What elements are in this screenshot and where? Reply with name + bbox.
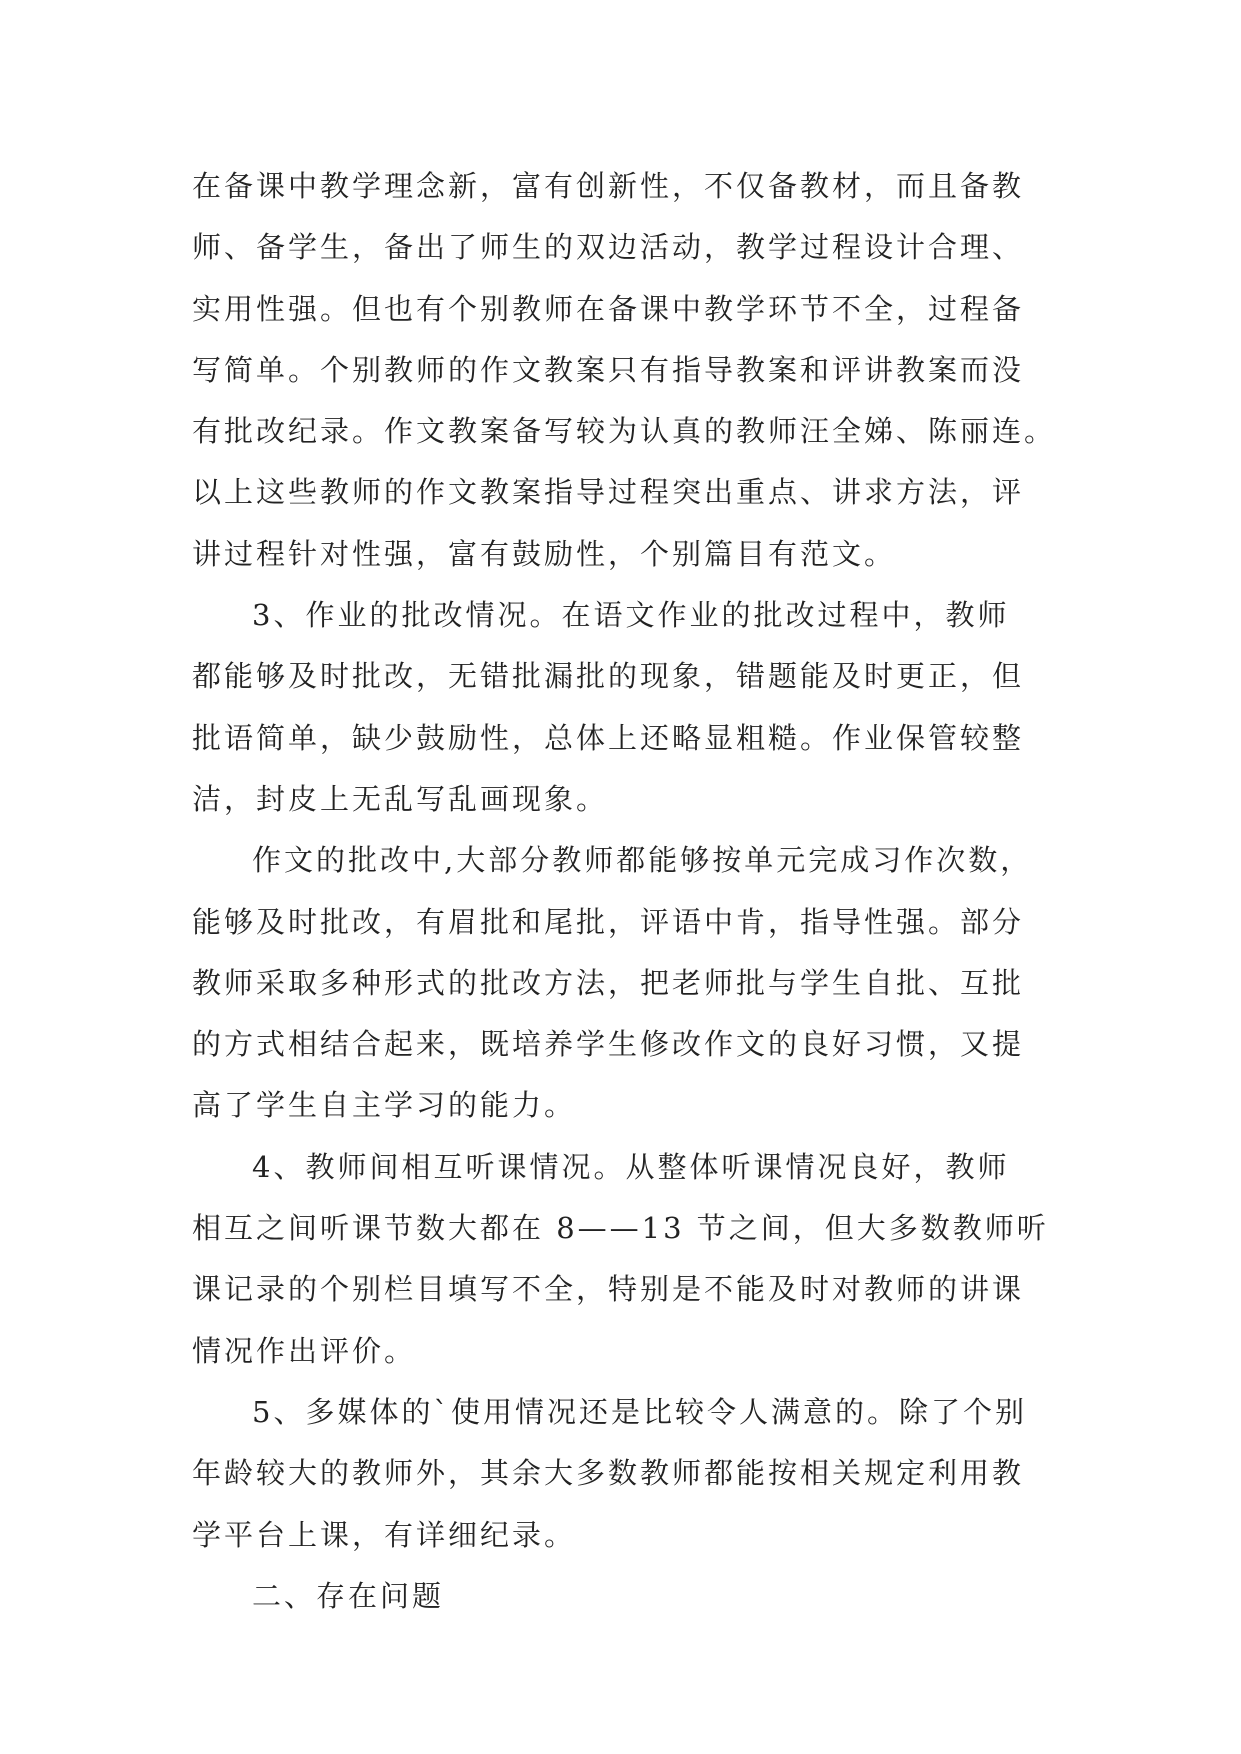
chapter-heading-line: 二、存在问题 <box>252 1578 445 1613</box>
text-line: 实用性强。但也有个别教师在备课中教学环节不全，过程备 <box>192 291 1025 326</box>
text-line: 的方式相结合起来，既培养学生修改作文的良好习惯，又提 <box>192 1027 1025 1062</box>
text-line: 高了学生自主学习的能力。 <box>192 1088 577 1123</box>
section-heading-line: 3、作业的批改情况。在语文作业的批改过程中，教师 <box>252 598 1010 633</box>
text-line: 学平台上课，有详细纪录。 <box>192 1517 577 1552</box>
text-line: 都能够及时批改，无错批漏批的现象，错题能及时更正，但 <box>192 659 1025 694</box>
text-line: 写简单。个别教师的作文教案只有指导教案和评讲教案而没 <box>192 352 1025 387</box>
text-line: 能够及时批改，有眉批和尾批，评语中肯，指导性强。部分 <box>192 904 1025 939</box>
text-line: 讲过程针对性强，富有鼓励性，个别篇目有范文。 <box>192 536 897 571</box>
text-line: 教师采取多种形式的批改方法，把老师批与学生自批、互批 <box>192 965 1025 1000</box>
text-line: 洁，封皮上无乱写乱画现象。 <box>192 781 609 816</box>
text-line: 课记录的个别栏目填写不全，特别是不能及时对教师的讲课 <box>192 1272 1025 1307</box>
text-line: 有批改纪录。作文教案备写较为认真的教师汪全娣、陈丽连。 <box>192 414 1057 449</box>
text-line: 情况作出评价。 <box>192 1333 417 1368</box>
text-line: 以上这些教师的作文教案指导过程突出重点、讲求方法，评 <box>192 475 1025 510</box>
text-line: 在备课中教学理念新，富有创新性，不仅备教材，而且备教 <box>192 169 1025 203</box>
text-line: 年龄较大的教师外，其余大多数教师都能按相关规定利用教 <box>192 1456 1025 1491</box>
paragraph-start-line: 作文的批改中,大部分教师都能够按单元完成习作次数， <box>252 843 1033 878</box>
section-heading-line: 4、教师间相互听课情况。从整体听课情况良好，教师 <box>252 1149 1010 1184</box>
text-line: 师、备学生，备出了师生的双边活动，教学过程设计合理、 <box>192 230 1025 265</box>
text-line: 相互之间听课节数大都在 8——13 节之间，但大多数教师听 <box>192 1211 1049 1246</box>
text-line: 批语简单，缺少鼓励性，总体上还略显粗糙。作业保管较整 <box>192 720 1025 755</box>
body-text <box>192 156 1072 1627</box>
section-heading-line: 5、多媒体的`使用情况还是比较令人满意的。除了个别 <box>252 1394 1027 1429</box>
